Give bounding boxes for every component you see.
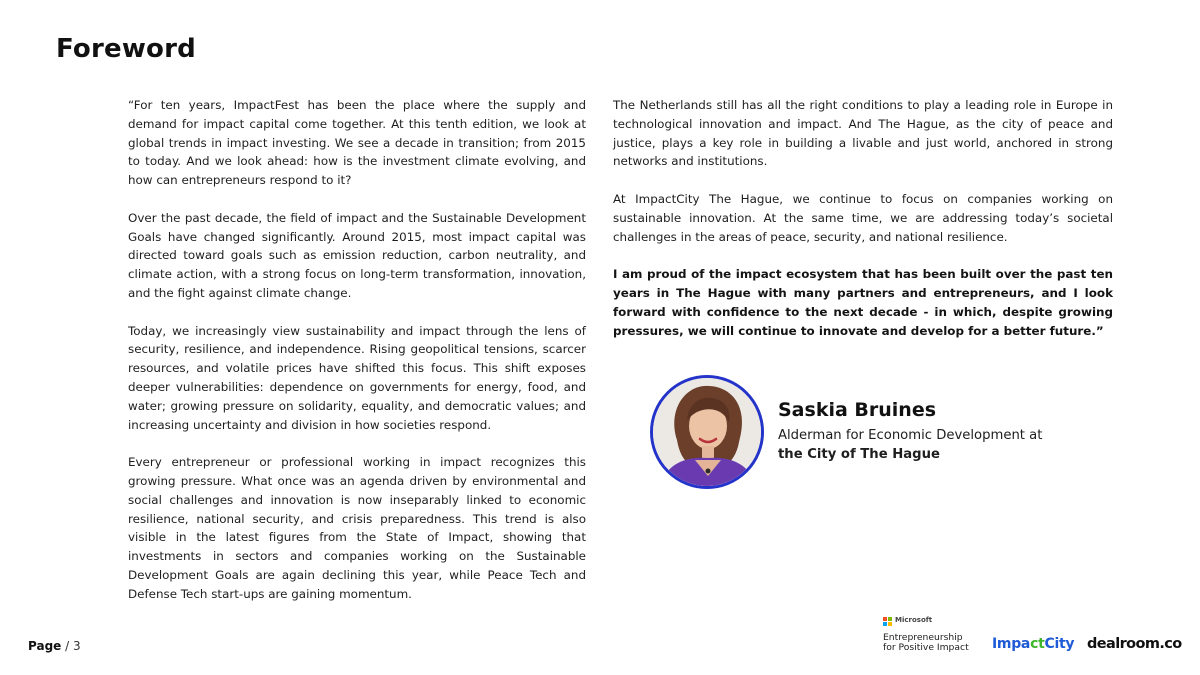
impactcity-logo-part: Impa [992, 636, 1031, 652]
microsoft-entrepreneurship-logo [883, 615, 983, 657]
foreword-paragraph: At ImpactCity The Hague, we continue to focus on companies working on sustainable innovation. At the same time, we are addressing today’s societal challenges in the areas of peace, security, and national resilience. [613, 191, 1113, 244]
foreword-paragraph: The Netherlands still has all the right conditions to play a leading role in Europe in technological innovation and impact. And The Hague, as the city of peace and justice, plays a key role in building a livable and just world, anchored in strong networks and institutions. [613, 98, 1113, 169]
foreword-right-column [613, 96, 1113, 359]
author-portrait [650, 375, 764, 489]
ms-square-yellow [888, 622, 892, 626]
author-role: Alderman for Economic Development at [778, 428, 1043, 443]
page-number: 3 [73, 639, 81, 653]
dealroom-logo: dealroom.co [1087, 636, 1182, 652]
author-name: Saskia Bruines [778, 399, 937, 421]
microsoft-squares-icon [883, 617, 892, 626]
impactcity-logo-part: City [1044, 636, 1075, 652]
microsoft-brand-text: Microsoft [895, 616, 933, 624]
foreword-paragraph: “For ten years, ImpactFest has been the place where the supply and demand for impact capital come together. At this tenth edition, we look at global trends in impact investing. We see a decade in transition; from 2015 to today. And we look ahead: how is the investment climate evolving, and how can entrepreneurs respond to it? [128, 98, 586, 188]
foreword-left-column [128, 96, 586, 622]
ms-square-red [883, 617, 887, 621]
ms-square-green [888, 617, 892, 621]
ms-square-blue [883, 622, 887, 626]
microsoft-program-line1: Entrepreneurship [883, 632, 963, 643]
author-title [778, 426, 1042, 464]
microsoft-program-line2: for Positive Impact [883, 642, 969, 653]
page-label: Page [28, 639, 62, 653]
page-title: Foreword [56, 34, 196, 64]
author-signature [650, 375, 1120, 487]
foreword-paragraph: Every entrepreneur or professional working in impact recognizes this growing pressure. What once was an agenda driven by environmental and social challenges and innovation is now inseparably linked to economic resilience, national security, and crisis preparedness. This trend is also visible in the latest figures from the State of Impact, showing that investments in sectors and companies working on the Sustainable Development Goals are again declining this year, while Peace Tech and Defense Tech start-ups are gaining momentum. [128, 455, 586, 601]
foreword-paragraph: Over the past decade, the field of impact and the Sustainable Development Goals have changed significantly. Around 2015, most impact capital was directed toward goals such as emission reduction, carbon neutrality, and climate action, with a strong focus on long-term transformation, innovation, and the fight against climate change. [128, 210, 586, 300]
page-separator: / [65, 639, 70, 653]
impactcity-logo-part: ct [1030, 636, 1045, 652]
page-indicator [28, 639, 81, 653]
author-organization: the City of The Hague [778, 447, 940, 462]
foreword-closing-statement: I am proud of the impact ecosystem that has been built over the past ten years in The Hague with many partners and entrepreneurs, and I look forward with confidence to the next decade - in which, despite growing pressures, we will continue to innovate and develop for a better future.” [613, 267, 1113, 338]
foreword-paragraph: Today, we increasingly view sustainability and impact through the lens of security, resilience, and independence. Rising geopolitical tensions, scarcer resources, and volatile prices have shifted this focus. This shift exposes deeper vulnerabilities: dependence on governments for energy, food, and water; growing pressure on solidarity, equality, and democratic values; and increasing uncertainty and division in how societies respond. [128, 323, 586, 432]
impactcity-logo [992, 636, 1074, 652]
portrait-illustration [653, 378, 761, 486]
